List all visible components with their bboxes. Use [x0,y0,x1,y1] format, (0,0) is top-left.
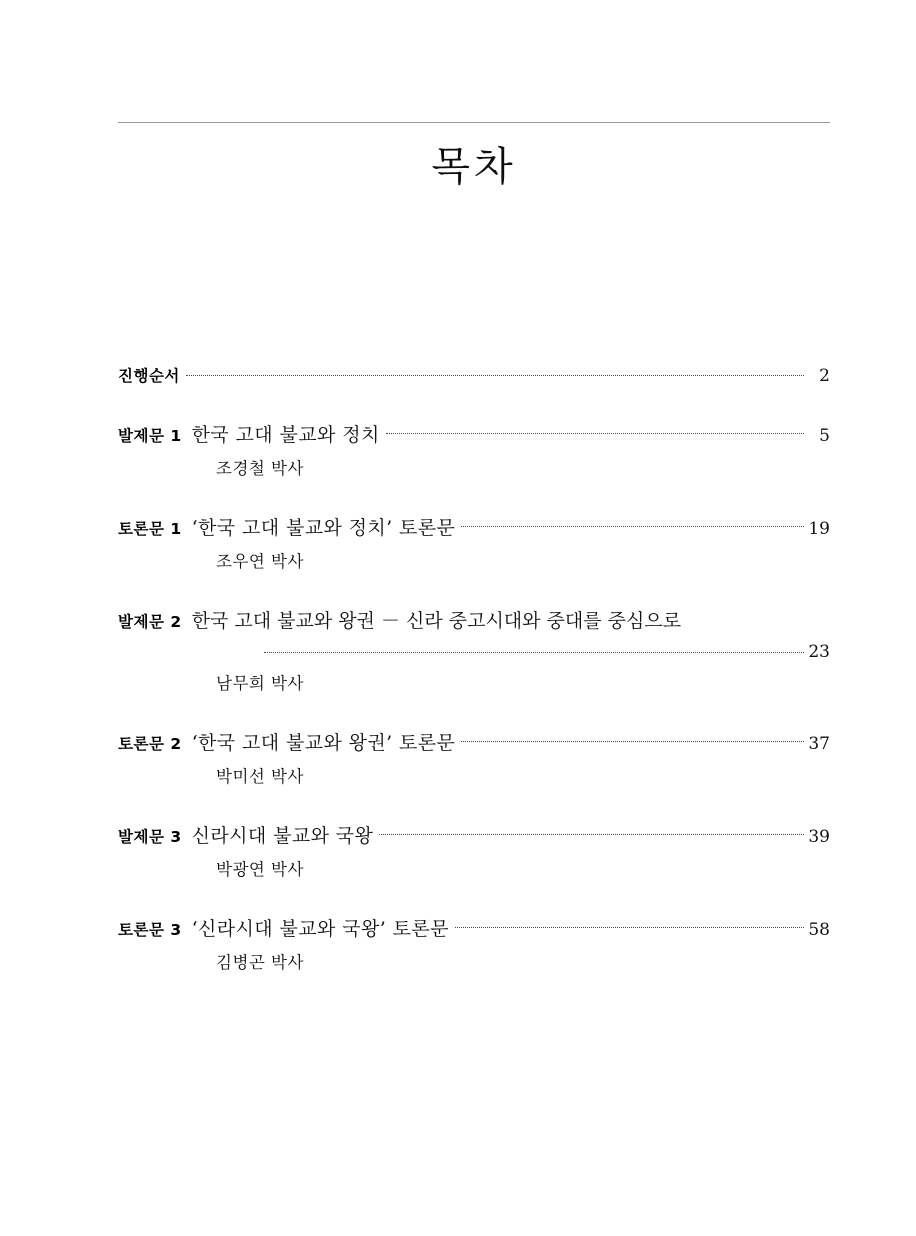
toc-entry-title: ‘신라시대 불교와 국왕’ 토론문 [191,918,449,940]
toc-page-number: 58 [808,920,830,940]
toc-entry[interactable] [118,420,830,479]
toc-entry-label: 토론문 2 [118,735,182,753]
toc-entry-line [118,606,830,633]
toc-entry[interactable] [118,821,830,880]
toc-entry-line [118,821,830,848]
toc-page-number: 23 [808,642,830,662]
toc-entry-author: 박미선 박사 [216,767,304,786]
toc-entry-label: 발제문 3 [118,828,182,846]
toc-entry-line [118,728,830,755]
toc-entry[interactable] [118,513,830,572]
toc-entry-label: 토론문 1 [118,520,182,538]
toc-page-number: 5 [819,426,830,446]
toc-entry-author: 조경철 박사 [216,459,304,478]
page-content [118,0,830,1236]
toc-page-number: 37 [808,734,830,754]
toc-entry-author: 김병곤 박사 [216,953,304,972]
toc-page-number: 2 [819,366,830,386]
toc-entry-label: 토론문 3 [118,921,182,939]
toc-entry-author: 조우연 박사 [216,552,304,571]
toc-entry-label: 발제문 1 [118,427,182,445]
toc-entry-title: ‘한국 고대 불교와 왕권’ 토론문 [191,732,456,754]
toc-entry-author: 박광연 박사 [216,860,304,879]
toc-entry-line [118,364,830,386]
toc-entry[interactable] [118,364,830,386]
toc-entry-continuation [118,642,830,662]
page-title: 목차 [431,144,517,190]
toc-entry-label: 진행순서 [118,367,180,385]
toc-entry[interactable] [118,606,830,694]
toc-entry-title: 신라시대 불교와 국왕 [191,825,374,847]
toc-entry-title: 한국 고대 불교와 왕권 － 신라 중고시대와 중대를 중심으로 [191,610,682,632]
table-of-contents [118,364,830,999]
toc-leader [264,652,804,653]
toc-entry-title: ‘한국 고대 불교와 정치’ 토론문 [191,517,456,539]
toc-page-number: 19 [808,519,830,539]
toc-entry-line [118,513,830,540]
toc-leader [386,433,804,434]
toc-page-number: 39 [808,827,830,847]
toc-entry-author: 남무희 박사 [216,674,304,693]
toc-entry-label: 발제문 2 [118,613,182,631]
toc-entry-line [118,914,830,941]
header-divider [118,122,830,123]
toc-leader [379,834,804,835]
toc-leader [455,927,804,928]
toc-leader [461,526,804,527]
toc-entry-title: 한국 고대 불교와 정치 [191,424,380,446]
toc-leader [186,375,804,376]
toc-entry[interactable] [118,914,830,973]
toc-leader [461,741,804,742]
toc-entry-line [118,420,830,447]
toc-entry[interactable] [118,728,830,787]
